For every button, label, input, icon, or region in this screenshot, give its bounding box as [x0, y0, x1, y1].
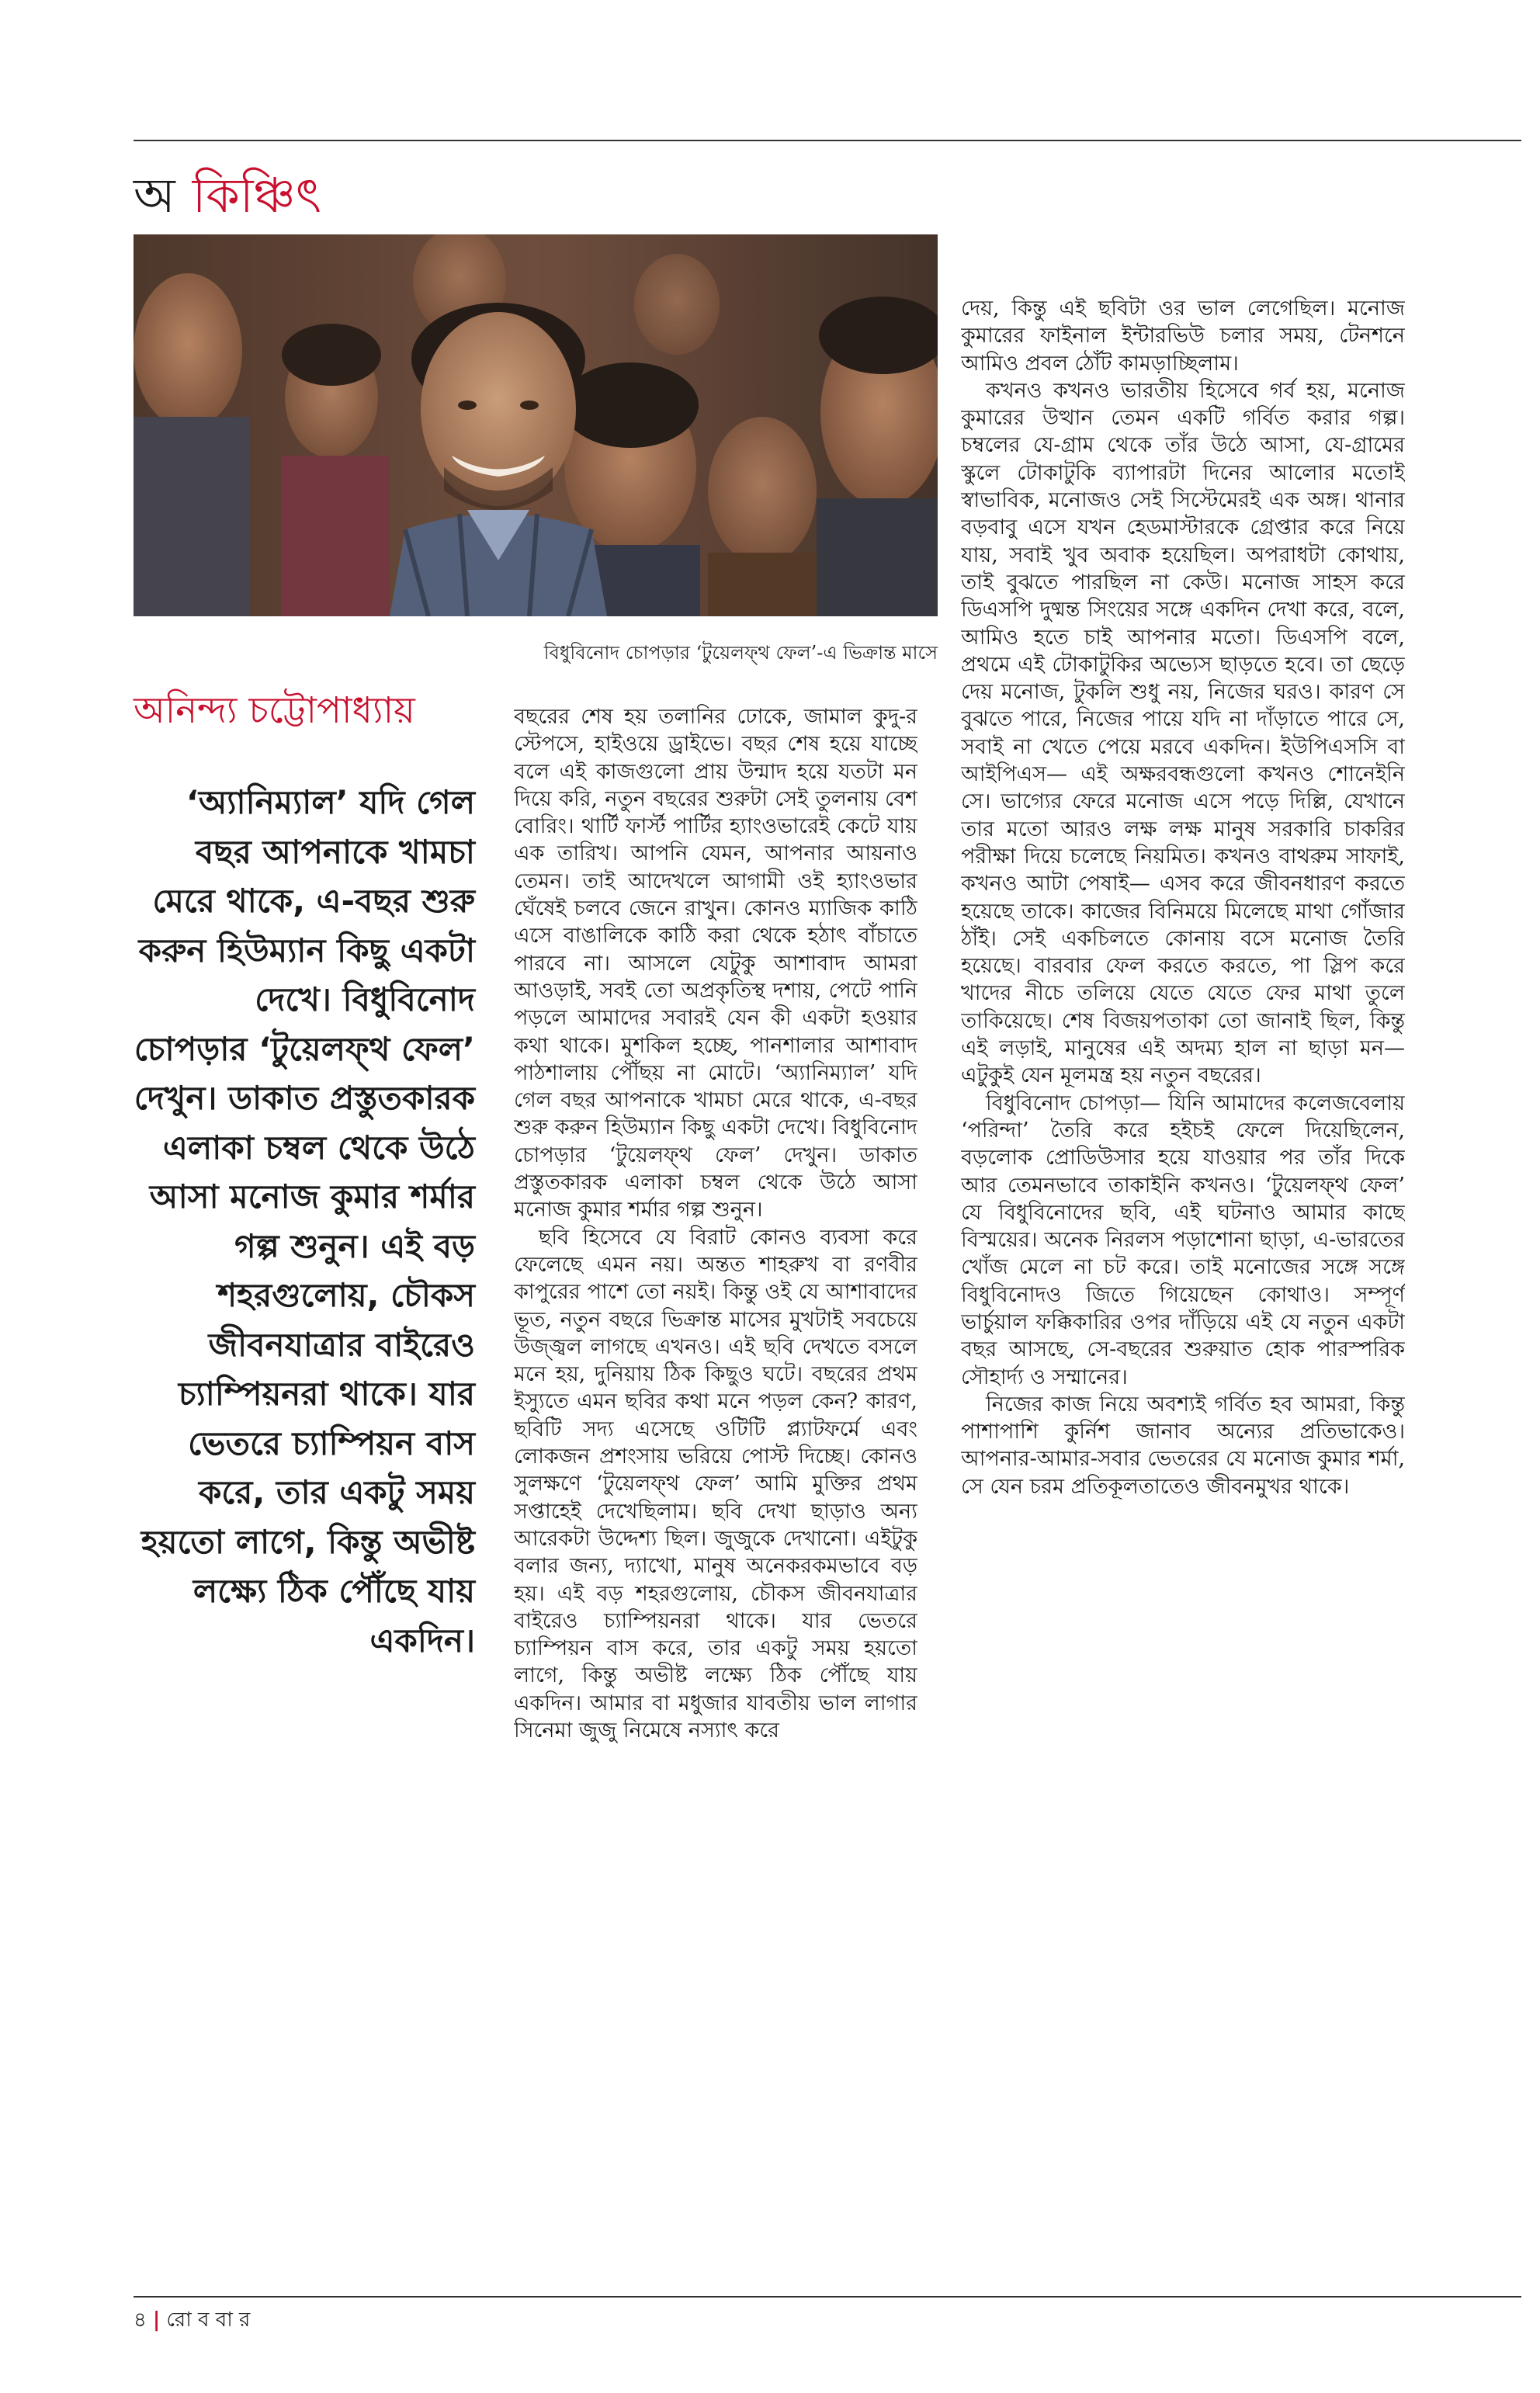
photo-caption: বিধুবিনোদ চোপড়ার ‘টুয়েলফ্‌থ ফেল’-এ ভিক্রান্ত মাসে: [543, 642, 938, 664]
section-title: [134, 165, 321, 227]
feature-photo: [134, 234, 938, 616]
article-paragraph: কখনও কখনও ভারতীয় হিসেবে গর্ব হয়, মনোজ কুমারের উত্থান তেমন একটি গর্বিত করার গল্প। চম্বলের যে-গ্রাম থেকে তাঁর উঠে আসা, যে-গ্রামের স্কুলে টোকাটুকি ব্যাপারটা দিনের আলোর মতোই স্বাভাবিক, মনোজও সেই সিস্টেমেরই এক অঙ্গ। থানার বড়বাবু এসে যখন হেডমাস্টারকে গ্রেপ্তার করে নিয়ে যায়, সবাই খুব অবাক হয়েছিল। অপরাধটা কোথায়, তাই বুঝতে পারছিল না কেউ। মনোজ সাহস করে ডিএসপি দুষ্মন্ত সিংয়ের সঙ্গে একদিন দেখা করে, বলে, আমিও হতে চাই আপনার মতো। ডিএসপি বলে, প্রথমে এই টোকাটুকির অভ্যেস ছাড়তে হবে। তা ছেড়ে দেয় মনোজ, টুকলি শুধু নয়, নিজের ঘরও। কারণ সে বুঝতে পারে, নিজের পায়ে যদি না দাঁড়াতে পারে সে, সবাই না খেতে পেয়ে মরবে একদিন। ইউপিএসসি বা আইপিএস— এই অক্ষরবন্ধগুলো কখনও শোনেইনি সে। ভাগ্যের ফেরে মনোজ এসে পড়ে দিল্লি, যেখানে তার মতো আরও লক্ষ লক্ষ মানুষ সরকারি চাকরির পরীক্ষা দিয়ে চলেছে নিয়মিত। কখনও বাথরুম সাফাই, কখনও আটা পেষাই— এসব করে জীবনধারণ করতে হয়েছে তাকে। কাজের বিনিময়ে মিলেছে মাথা গোঁজার ঠাঁই। সেই একচিলতে কোনায় বসে মনোজ তৈরি হয়েছে। বারবার ফেল করতে করতে, পা স্লিপ করে খাদের নীচে তলিয়ে যেতে যেতে ফের মাথা তুলে তাকিয়েছে। শেষ বিজয়পতাকা তো জানাই ছিল, কিন্তু এই লড়াই, মানুষের এই অদম্য হাল না ছাড়া মন— এটুকুই যেন মূলমন্ত্র হয় নতুন বছরের।: [961, 378, 1405, 1088]
magazine-name: রো ব বা র: [166, 2308, 251, 2332]
article-paragraph: বিধুবিনোদ চোপড়া— যিনি আমাদের কলেজবেলায় ‘পরিন্দা’ তৈরি করে হইচই ফেলে দিয়েছিলেন, বড়লোক প্রোডিউসার হয়ে যাওয়ার পর তাঁর দিকে আর তেমনভাবে তাকাইনি কখনও। ‘টুয়েলফ্‌থ ফেল’ যে বিধুবিনোদের ছবি, এই ঘটনাও আমার কাছে বিস্ময়ের। অনেক নিরলস পড়াশোনা ছাড়া, এ-ভারতের খোঁজ মেলে না চট করে। তাই মনোজের সঙ্গে সঙ্গে বিধুবিনোদও জিতে গিয়েছেন কোথাও। সম্পূর্ণ ভার্চুয়াল ফক্কিকারির ওপর দাঁড়িয়ে এই যে নতুন একটা বছর আসছে, সে-বছরের শুরুয়াত হোক পারস্পরিক সৌহার্দ্য ও সম্মানের।: [961, 1091, 1405, 1389]
article-paragraph: বছরের শেষ হয় তলানির ঢোকে, জামাল কুদু-র স্টেপসে, হাইওয়ে ড্রাইভে। বছর শেষ হয়ে যাচ্ছে বলে এই কাজগুলো প্রায় উন্মাদ হয়ে যতটা মন দিয়ে করি, নতুন বছরের শুরুটা সেই তুলনায় বেশ বোরিং। থার্টি ফার্স্ট পার্টির হ্যাংওভারেই কেটে যায় এক তারিখ। আপনি যেমন, আপনার আয়নাও তেমন। তাই আদেখলে আগামী ওই হ্যাংওভার ঘেঁষেই চলবে জেনে রাখুন। কোনও ম্যাজিক কাঠি এসে বাঙালিকে কাঠি করা থেকে হঠাৎ বাঁচাতে পারবে না। আসলে যেটুকু আশাবাদ আমরা আওড়াই, সবই তো অপ্রকৃতিস্থ দশায়, পেটে পানি পড়লে আমাদের সবারই যেন কী একটা হওয়ার কথা থাকে। মুশকিল হচ্ছে, পানশালার আশাবাদ পাঠশালায় পৌঁছয় না মোটে। ‘অ্যানিম্যাল’ যদি গেল বছর আপনাকে খামচা মেরে থাকে, এ-বছর শুরু করুন হিউম্যান কিছু একটা দেখে। বিধুবিনোদ চোপড়ার ‘টুয়েলফ্‌থ ফেল’ দেখুন। ডাকাত প্রস্তুতকারক এলাকা চম্বল থেকে উঠে আসা মনোজ কুমার শর্মার গল্প শুনুন।: [514, 705, 917, 1223]
footer-separator: |: [152, 2308, 161, 2332]
article-paragraph: নিজের কাজ নিয়ে অবশ্যই গর্বিত হব আমরা, কিন্তু পাশাপাশি কুর্নিশ জানাব অন্যের প্রতিভাকেও। আপনার-আমার-সবার ভেতরের যে মনোজ কুমার শর্মা, সে যেন চরম প্রতিকূলতাতেও জীবনমুখর থাকে।: [961, 1392, 1405, 1499]
page-number: ৪: [134, 2308, 147, 2332]
section-prefix: অ: [134, 167, 175, 224]
pull-quote-text: ‘অ্যানিম্যাল’ যদি গেল বছর আপনাকে খামচা মেরে থাকে, এ-বছর শুরু করুন হিউম্যান কিছু একটা দেখে। বিধুবিনোদ চোপড়ার ‘টুয়েলফ্‌থ ফেল’ দেখুন। ডাকাত প্রস্তুতকারক এলাকা চম্বল থেকে উঠে আসা মনোজ কুমার শর্মার গল্প শুনুন। এই বড় শহরগুলোয়, চৌকস জীবনযাত্রার বাইরেও চ্যাম্পিয়নরা থাকে। যার ভেতরে চ্যাম্পিয়ন বাস করে, তার একটু সময় হয়তো লাগে, কিন্তু অভীষ্ট লক্ষ্যে ঠিক পৌঁছে যায় একদিন।: [134, 783, 475, 1659]
pull-quote: [134, 778, 475, 1665]
section-name: কিঞ্চিৎ: [192, 167, 321, 224]
bottom-rule: [134, 2296, 1521, 2298]
film-still-illustration: [134, 234, 938, 616]
page-footer: [134, 2307, 250, 2333]
article-column-right: [961, 295, 1405, 2282]
author-byline: অনিন্দ্য চট্টোপাধ্যায়: [134, 689, 415, 732]
article-paragraph: ছবি হিসেবে যে বিরাট কোনও ব্যবসা করে ফেলেছে এমন নয়। অন্তত শাহরুখ বা রণবীর কাপুরের পাশে তো নয়ই। কিন্তু ওই যে আশাবাদের ভূত, নতুন বছরে ভিক্রান্ত মাসের মুখটাই সবচেয়ে উজ্জ্বল লাগছে এখনও। এই ছবি দেখতে বসলে মনে হয়, দুনিয়ায় ঠিক কিছুও ঘটে। বছরের প্রথম ইস্যুতে এমন ছবির কথা মনে পড়ল কেন? কারণ, ছবিটি সদ্য এসেছে ওটিটি প্ল্যাটফর্মে এবং লোকজন প্রশংসায় ভরিয়ে পোস্ট দিচ্ছে। কোনও সুলক্ষণে ‘টুয়েলফ্‌থ ফেল’ আমি মুক্তির প্রথম সপ্তাহেই দেখেছিলাম। ছবি দেখা ছাড়াও অন্য আরেকটা উদ্দেশ্য ছিল। জুজুকে দেখানো। এইটুকু বলার জন্য, দ্যাখো, মানুষ অনেকরকমভাবে বড় হয়। এই বড় শহরগুলোয়, চৌকস জীবনযাত্রার বাইরেও চ্যাম্পিয়নরা থাকে। যার ভেতরে চ্যাম্পিয়ন বাস করে, তার একটু সময় হয়তো লাগে, কিন্তু অভীষ্ট লক্ষ্যে ঠিক পৌঁছে যায় একদিন। আমার বা মধুজার যাবতীয় ভাল লাগার সিনেমা জুজু নিমেষে নস্যাৎ করে: [514, 1225, 917, 1743]
article-column-middle: [514, 703, 917, 2287]
article-paragraph: দেয়, কিন্তু এই ছবিটা ওর ভাল লেগেছিল। মনোজ কুমারের ফাইনাল ইন্টারভিউ চলার সময়, টেনশনে আমিও প্রবল ঠোঁট কামড়াচ্ছিলাম।: [961, 297, 1405, 376]
top-rule: [134, 140, 1521, 141]
